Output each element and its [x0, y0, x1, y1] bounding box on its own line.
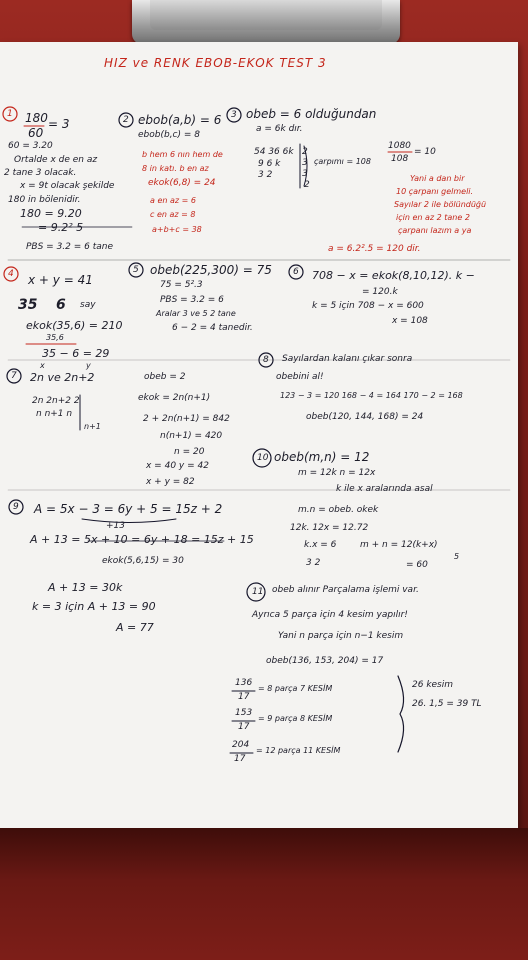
math-line: = 3 — [48, 117, 70, 131]
math-line: 180 — [25, 111, 48, 125]
math-line: x + y = 41 — [28, 273, 93, 287]
math-line: PBS = 3.2 = 6 tane — [26, 242, 114, 252]
math-line: 6 − 2 = 4 tanedir. — [172, 323, 253, 333]
math-line: y — [86, 361, 91, 370]
math-line: 5 — [454, 552, 460, 561]
math-line: m + n = 12(k+x) — [360, 540, 438, 550]
problem-number: 1 — [7, 109, 13, 119]
note-line: Yani n parça için n−1 kesim — [278, 631, 404, 641]
red-note: b hem 6 nın hem de — [142, 150, 223, 159]
fraction-top: 204 — [232, 740, 250, 750]
problem-number: 4 — [8, 269, 14, 279]
math-line: 35 — [18, 297, 38, 313]
math-line: 180 = 9.20 — [20, 207, 82, 220]
fraction-top: 136 — [235, 678, 253, 688]
math-line: ebob(a,b) = 6 — [138, 113, 222, 127]
math-line: = 10 — [414, 147, 436, 157]
fraction-top: 153 — [235, 708, 253, 718]
problem-number: 7 — [11, 371, 17, 381]
red-note: için en az 2 tane 2 — [396, 213, 470, 222]
math-line: x + y = 82 — [146, 477, 195, 487]
ladder-row: 9 6 k — [258, 159, 281, 169]
page-title: HIZ ve RENK EBOB-EKOK TEST 3 — [104, 56, 327, 70]
math-line: k = 3 için A + 13 = 90 — [32, 600, 156, 613]
red-note: Yani a dan bir — [410, 174, 465, 183]
ladder-divisor: 3 — [302, 169, 308, 179]
math-line: 6 — [56, 297, 66, 313]
ladder-divisor: 3 — [302, 158, 308, 168]
math-line: x = 108 — [392, 316, 428, 326]
note-line: Ayrıca 5 parça için 4 kesim yapılır! — [252, 610, 408, 620]
ladder-row: 3 2 — [258, 170, 273, 180]
math-line: obeb(m,n) = 12 — [274, 450, 370, 464]
math-line: n(n+1) = 420 — [160, 431, 223, 441]
problem-number: 8 — [263, 355, 269, 365]
math-line: = 12 parça 11 KESİM — [256, 746, 341, 755]
math-line: +13 — [106, 521, 125, 531]
math-line: obeb(136, 153, 204) = 17 — [266, 656, 384, 666]
math-line: obeb = 2 — [144, 372, 186, 382]
math-line: A = 5x − 3 = 6y + 5 = 15z + 2 — [34, 502, 223, 516]
math-line: 3 2 — [306, 558, 321, 568]
math-line: 26 kesim — [412, 680, 454, 690]
math-line: m = 12k n = 12x — [298, 468, 376, 478]
math-line: obeb(120, 144, 168) = 24 — [306, 412, 424, 422]
problem-number: 5 — [133, 265, 139, 275]
ladder-row: 2n 2n+2 2 — [32, 396, 80, 406]
clipboard-clip-plate — [150, 0, 382, 30]
ladder-row: 54 36 6k — [254, 147, 294, 157]
math-line: ekok = 2n(n+1) — [138, 393, 211, 403]
math-line: 35 − 6 = 29 — [42, 347, 110, 360]
red-note: c en az = 8 — [150, 210, 196, 219]
red-note: 10 çarpanı gelmeli. — [396, 187, 474, 196]
math-line: ekok(5,6,15) = 30 — [102, 556, 184, 566]
red-note: Sayılar 2 ile bölündüğü — [394, 200, 487, 209]
red-note: a en az = 6 — [150, 196, 196, 205]
math-line: PBS = 3.2 = 6 — [160, 295, 224, 305]
math-line: 75 = 5².3 — [160, 280, 203, 290]
note-line: say — [80, 300, 96, 310]
red-note: çarpanı lazım a ya — [398, 226, 472, 235]
math-line: = 9.2² 5 — [38, 221, 84, 234]
fraction-top: 1080 — [388, 141, 411, 151]
math-line: m.n = obeb. okek — [298, 505, 379, 515]
math-line: 708 − x = ekok(8,10,12). k − — [312, 269, 475, 282]
problem-number: 11 — [252, 587, 264, 597]
note-line: k ile x aralarında asal — [336, 484, 433, 494]
ladder-row: n n+1 n — [36, 409, 73, 419]
math-line: k.x = 6 — [304, 540, 337, 550]
problem-number: 10 — [257, 453, 269, 463]
problem-number: 9 — [13, 502, 19, 512]
fraction-bottom: 108 — [391, 154, 409, 164]
math-line: ebob(b,c) = 8 — [138, 130, 201, 140]
math-line: çarpımı = 108 — [314, 157, 371, 166]
math-line: 2 + 2n(n+1) = 842 — [143, 414, 230, 424]
red-note: 8 in katı. b en az — [142, 164, 209, 173]
math-line: 123 − 3 = 120 168 − 4 = 164 170 − 2 = 168 — [280, 391, 463, 400]
red-result: a = 6.2².5 = 120 dir. — [328, 244, 421, 254]
note-line: Aralar 3 ve 5 2 tane — [156, 309, 236, 318]
red-note: ekok(6,8) = 24 — [148, 178, 216, 188]
math-line: = 8 parça 7 KESİM — [258, 684, 333, 693]
math-line: n = 20 — [174, 447, 205, 457]
math-line: x — [40, 361, 45, 370]
note-line: 2 tane 3 olacak. — [4, 168, 77, 178]
math-line: obeb = 6 olduğundan — [246, 107, 377, 121]
math-line: obeb(225,300) = 75 — [150, 263, 272, 277]
fraction-bottom: 17 — [234, 754, 246, 764]
red-note: a+b+c = 38 — [152, 225, 202, 234]
fraction-bottom: 17 — [238, 692, 250, 702]
ladder-row: n+1 — [84, 422, 101, 431]
math-line: a = 6k dır. — [256, 124, 303, 134]
math-line: = 60 — [406, 560, 428, 570]
math-line: A + 13 = 30k — [48, 581, 123, 594]
clipboard-board — [0, 828, 528, 960]
note-line: Ortalde x de en az — [14, 155, 98, 165]
math-line: ekok(35,6) = 210 — [26, 319, 123, 332]
math-line: 35,6 — [46, 333, 64, 342]
math-line: 26. 1,5 = 39 TL — [412, 699, 482, 709]
ladder-divisor: 2 — [302, 147, 308, 157]
fraction-bottom: 17 — [238, 722, 250, 732]
note-line: x = 9t olacak şekilde — [20, 181, 115, 191]
note-line: obebini al! — [276, 372, 324, 382]
math-line: k = 5 için 708 − x = 600 — [312, 301, 424, 311]
math-line: = 9 parça 8 KESİM — [258, 714, 333, 723]
math-line: 60 = 3.20 — [8, 141, 53, 151]
math-line: 60 — [28, 126, 44, 140]
math-line: x = 40 y = 42 — [146, 461, 209, 471]
math-line: = 120.k — [362, 287, 398, 297]
problem-number: 2 — [123, 115, 129, 125]
problem-number: 3 — [231, 110, 237, 120]
note-line: Sayılardan kalanı çıkar sonra — [282, 354, 413, 364]
note-line: 180 in bölenidir. — [8, 195, 81, 205]
math-line: A + 13 = 5x + 10 = 6y + 18 = 15z + 15 — [30, 533, 254, 546]
math-line: 12k. 12x = 12.72 — [290, 523, 369, 533]
problem-number: 6 — [293, 267, 299, 277]
math-line: A = 77 — [116, 621, 154, 634]
ladder-divisor: 2 — [304, 180, 310, 190]
note-line: obeb alınır Parçalama işlemi var. — [272, 585, 419, 595]
math-line: 2n ve 2n+2 — [30, 371, 95, 384]
